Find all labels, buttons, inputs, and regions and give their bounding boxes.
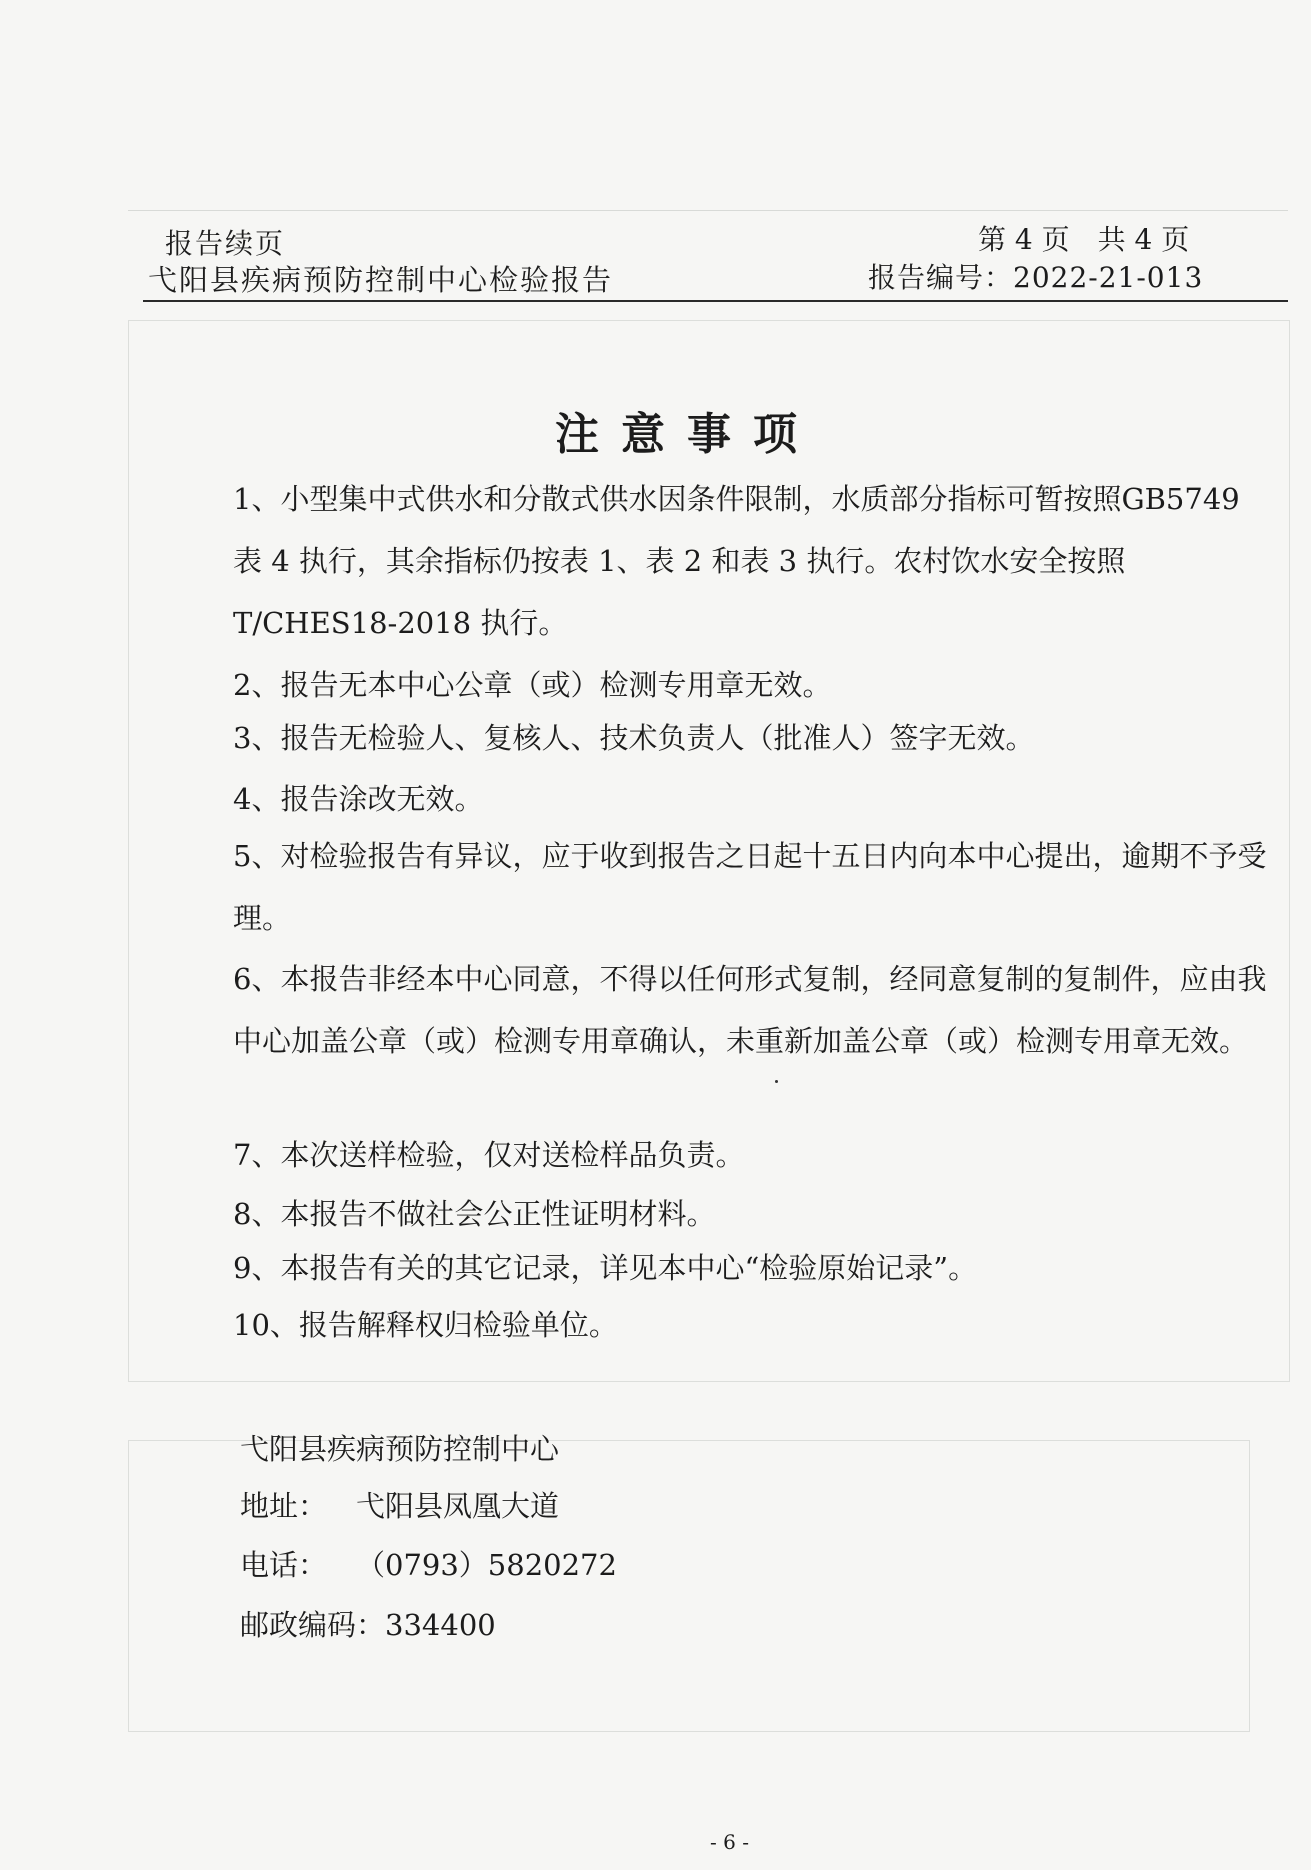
notice-text: 9、本报告有关的其它记录，详见本中心“检验原始记录”。 [233,1251,978,1285]
notice-text: 6、本报告非经本中心同意，不得以任何形式复制，经同意复制的复制件，应由我中心加盖公章（或）检测专用章确认，未重新加盖公章（或）检测专用章无效。 [233,962,1267,1058]
postcode-value: 334400 [385,1608,496,1642]
notice-text: 10、报告解释权归检验单位。 [233,1308,618,1342]
page-number: - 6 - [710,1830,749,1854]
postcode-label: 邮政编码： [240,1608,386,1642]
notice-text: 4、报告涂改无效。 [233,782,484,816]
page-info: 第 4 页 共 4 页 [978,223,1190,256]
header-divider [143,300,1288,302]
notice-item-6 [165,948,1275,1072]
notice-item-3 [165,707,1275,769]
notice-item-10 [165,1294,1275,1356]
address-value: 弋阳县凤凰大道 [356,1489,560,1523]
notice-text: 8、本报告不做社会公正性证明材料。 [233,1197,716,1231]
continuation-label: 报告续页 [165,227,286,260]
notice-item-8 [165,1183,1275,1245]
report-org-title: 弋阳县疾病预防控制中心检验报告 [148,263,614,297]
stray-mark [775,1080,778,1083]
phone-label: 电话： [240,1548,328,1582]
notice-item-4 [165,768,1275,830]
report-number: 报告编号：2022-21-013 [868,261,1204,294]
notice-text: 7、本次送样检验，仅对送检样品负责。 [233,1138,745,1172]
notice-item-7 [165,1124,1275,1186]
notice-text: 3、报告无检验人、复核人、技术负责人（批准人）签字无效。 [233,721,1035,755]
contact-address [240,1484,559,1525]
notice-item-9 [165,1237,1275,1299]
notice-item-1 [165,468,1275,654]
phone-value: （0793）5820272 [356,1548,617,1582]
notice-text: 5、对检验报告有异议，应于收到报告之日起十五日内向本中心提出，逾期不予受理。 [233,839,1267,935]
bleed-through-rule [128,210,1288,211]
notice-text: 2、报告无本中心公章（或）检测专用章无效。 [233,668,832,702]
contact-org-name: 弋阳县疾病预防控制中心 [240,1432,560,1466]
contact-postcode [240,1603,496,1644]
notice-title: 注意事项 [555,409,819,460]
contact-phone [240,1543,617,1584]
notice-text: 1、小型集中式供水和分散式供水因条件限制，水质部分指标可暂按照GB5749 表 4 执行，其余指标仍按表 1、表 2 和表 3 执行。农村饮水安全按照 T/CHES18-2018 执行。 [233,482,1240,640]
notice-item-5 [165,825,1275,949]
address-label: 地址： [240,1489,328,1523]
